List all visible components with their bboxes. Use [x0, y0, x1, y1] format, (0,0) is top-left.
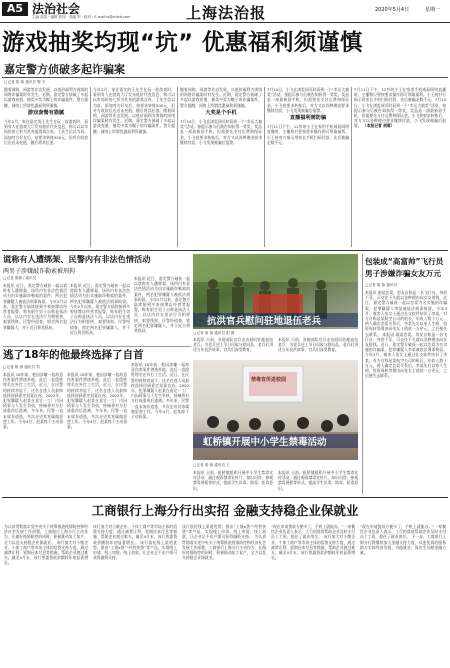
- article2-col-2: 本报讯 近日，嘉定警方破获一起以谎称有人遭绑架、场所内有非法色情活动为由实施敲诈勒索的案件，两名犯罪嫌疑人被依法刑事拘留。今年2月以来，嘉定警方陆续接到多家按摩店经营者报警，称有陌生男子自称是执法人员，以店内存在违法行为相要挟，索要钱财。民警经侦查，锁定两名犯罪嫌疑人，并于近日将其抓获。: [70, 283, 130, 335]
- article4-body: 本报讯 刚谈恋爱，男友自称是一名飞行员，身价不菲，可交往不久就以各种理由向女友借钱。近日，嘉定警方破获一起以恋爱为名实施的诈骗案，犯罪嫌疑人李某被依法刑事拘留。今年3月，被害人张女士通过社交软件结识了李某，对方自称是某航空公司的机长，年收入数十万元。两人确定恋爱关系后，李某先后以家人生病、投资周转等理由向张女士借款一万余元，之后便失去联系。 本报讯 刚谈恋爱，男友自称是一名飞行员，身价不菲，可交往不久就以各种理由向女友借钱。近日，嘉定警方破获一起以恋爱为名实施的诈骗案，犯罪嫌疑人李某被依法刑事拘留。今年3月，被害人张女士通过社交软件结识了李某，对方自称是某航空公司的机长，年收入数十万元。两人确定恋爱关系后，李某先后以家人生病、投资周转等理由向张女士借款一万余元，之后便失去联系。: [365, 290, 447, 379]
- photo-veterans-text-2: 本报讯 日前，驻地部队官兵走访慰问驻地退伍老兵，为老兵送上节日问候与慰问品，老兵们讲述当年抗洪故事，官兵们深受教育。: [278, 337, 358, 353]
- issue-date: 2020年5月4日: [375, 7, 410, 13]
- article3-byline: □记者 胡 蓉 通讯员 郑: [3, 365, 40, 369]
- lead-headline: 游戏抽奖均现“坑” 优惠福利须谨慎: [2, 30, 363, 56]
- newspaper-logo: 上海法治报: [186, 4, 267, 22]
- bottom-col-3: 该行依托线上渠道优势，推出“工银e贷”“经营快贷”等产品，实现线上申请、线上审批、线上放款，让企业足不出户即可获得融资支持。 为认真贯彻落实党中央关于统筹推进疫情防控和经济社会发展工作部署，工商银行上海分行主动作为，在做好疫情防控的同时，积极推动复工复产，全力以赴支持稳企业保就业。: [182, 524, 266, 561]
- photo-drug-education: [193, 360, 358, 460]
- photo-veterans-text-1: 本报讯 日前，驻地部队官兵走访慰问驻地退伍老兵，为老兵送上节日问候与慰问品，老兵们讲述当年抗洪故事，官兵们深受教育。: [193, 337, 273, 353]
- lead-col-4: 7月10日，小飞在浏览网页时看到一个“幸运大抽奖”活动，按提示参与后被告知获得一等奖，奖品是一部最新款手机，但需要先支付运费和保证金。小飞按要求转账后，对方又以各种理由要求继续付款，小飞发现被骗后报警。 直播福利需防骗 7月11日下午，12岁的小王在家用手机观看网络直播时，主播称只要按要求操作即可领取福利。小王按对方指示用家长手机扫码付款，先后被骗走数千元。: [267, 87, 349, 145]
- lead-subhead-3: 直播福利需防骗: [289, 115, 327, 122]
- article4-byline: □记者 胡 蓉 通讯员: [365, 283, 397, 287]
- lead-col-2: 今年2月，家住嘉定的王先生在玩一款游戏时，看到有人在游戏大厅发布低价代充信息，称可以以市场价的七折为其充值游戏点券。王先生信以为真，添加对方好友后，按要求转账500元，但对方收款后迟迟未充值，随后将其拉黑。随着网购、网游等业态发展，以低价福利为诱饵的网络诈骗案时有发生。近期，嘉定警方侦破了多起以游戏充值、抽奖中奖为幌子的诈骗案件。警方提醒，网络上所谓优惠福利须谨慎。: [93, 87, 175, 134]
- lead-col-1: 随着网购、网游等业态发展，以低价福利为诱饵的网络诈骗案时有发生。近期，嘉定警方侦破了多起以游戏充值、抽奖中奖为幌子的诈骗案件。警方提醒，网络上所谓优惠福利须谨慎。 游戏套餐有猫腻 今年2月，家住嘉定的王先生在玩一款游戏时，看到有人在游戏大厅发布低价代充信息，称可以以市场价的七折为其充值游戏点券。王先生信以为真，添加对方好友后，按要求转账500元，但对方收款后迟迟未充值，随后将其拉黑。: [4, 87, 88, 145]
- lead-subhead-2: 大奖是个手机: [205, 109, 237, 116]
- editors-line: 主编 周苗 · 编辑 张园 · 美编 刘 · 校对 · E-mail:ls@shfzb.com: [32, 15, 131, 19]
- article4-headline: 包装成“高富帅”飞行员: [365, 257, 444, 266]
- masthead-rule: [0, 22, 450, 23]
- lead-subhead-1: 游戏套餐有猫腻: [27, 109, 65, 116]
- bottom-col-2: 该行加大对小微企业、个体工商户等市场主体的信贷支持力度，通过减费让利、延期还本付息等措施，帮助企业渡过难关。截至4月末，该行普惠贷款余额较年初显著增长。 该行依托线上渠道优势，推出“工银e贷”“经营快贷”等产品，实现线上申请、线上审批、线上放款，让企业足不出户即可获得融资支持。: [93, 524, 177, 561]
- article2-col-3: 本报讯 近日，嘉定警方破获一起以谎称有人遭绑架、场所内有非法色情活动为由实施敲诈勒索的案件，两名犯罪嫌疑人被依法刑事拘留。今年2月以来，嘉定警方陆续接到多家按摩店经营者报警，称有陌生男子自称是执法人员，以店内存在违法行为相要挟，索要钱财。民警经侦查，锁定两名犯罪嫌疑人，并于近日将其抓获。: [134, 276, 190, 334]
- issue-weekday: 星期一: [425, 7, 441, 13]
- article4-subtitle: 男子涉嫌诈骗女友万元: [365, 269, 441, 278]
- article2-col-1: 本报讯 近日，嘉定警方破获一起以谎称有人遭绑架、场所内有非法色情活动为由实施敲诈勒索的案件，两名犯罪嫌疑人被依法刑事拘留。今年2月以来，嘉定警方陆续接到多家按摩店经营者报警，称有陌生男子自称是执法人员，以店内存在违法行为相要挟，索要钱财。民警经侦查，锁定两名犯罪嫌疑人，并于近日将其抓获。: [3, 283, 67, 330]
- bottom-col-4: “现在申请贷款方便多了，手机上就能办。”一家餐饮企业负责人表示，工行的贷款帮助企业及时支付员工工资，稳住了就业岗位。 该行加大对小微企业、个体工商户等市场主体的信贷支持力度，通过减费让利、延期还本付息等措施，帮助企业渡过难关。截至4月末，该行普惠贷款余额较年初显著增长。: [271, 524, 355, 561]
- lead-col-3: 随着网购、网游等业态发展，以低价福利为诱饵的网络诈骗案时有发生。近期，嘉定警方侦破了多起以游戏充值、抽奖中奖为幌子的诈骗案件。警方提醒，网络上所谓优惠福利须谨慎。 大奖是个手机 7月10日，小飞在浏览网页时看到一个“幸运大抽奖”活动，按提示参与后被告知获得一等奖，奖品是一部最新款手机，但需要先支付运费和保证金。小飞按要求转账后，对方又以各种理由要求继续付款，小飞发现被骗后报警。: [180, 87, 262, 145]
- article3-col-1: 本报讯 18年前，他因涉嫌一起故意伤害案件潜逃外地，此后一直隐姓埋名在外打工生活。近日，在民警的持续劝说下，这名在逃人员最终选择回到嘉定投案自首。2002年，犯罪嫌疑人赵某在嘉定一工厂内因琐事与人发生争执，持械将对方打成重伤后逃离。多年来，民警一直未放弃追逃，多次走访其家属做思想工作。今年4月，赵某终于主动投案。: [3, 372, 63, 430]
- masthead: [0, 0, 450, 22]
- photo-veterans-credit: □记者 胡 蓉 通讯员 阳 摄: [193, 331, 235, 335]
- photo-drug-inset-label: 禁毒宣传进校园: [251, 377, 287, 383]
- article2-byline: □记者 胡蓉 / 通讯员: [3, 276, 37, 280]
- section-name: 法治社会: [32, 2, 81, 16]
- article2-headline: 谎称有人遭绑架、民警内有非法色情活动: [3, 254, 151, 264]
- photo-drug-text-1: 本报讯 日前，虹桥镇组织开展中小学生禁毒宣传活动，通过观看禁毒宣传片、知识问答、参观禁毒展板等形式，提高学生识毒、防毒、拒毒意识。: [193, 470, 273, 491]
- photo-veterans-caption: 抗洪官兵慰问驻地退伍老兵: [193, 313, 358, 327]
- article2-subtitle: 两男子涉嫌敲诈勒索被刑拘: [3, 268, 76, 275]
- page-badge: A5: [2, 2, 28, 16]
- photo-drug-text-2: 本报讯 日前，虹桥镇组织开展中小学生禁毒宣传活动，通过观看禁毒宣传片、知识问答、参观禁毒展板等形式，提高学生识毒、防毒、拒毒意识。: [278, 470, 358, 491]
- photo-drug-credit: □记者 胡 蓉 通讯员 王: [193, 463, 230, 467]
- bottom-col-1: 为认真贯彻落实党中央关于统筹推进疫情防控和经济社会发展工作部署，工商银行上海分行主动作为，在做好疫情防控的同时，积极推动复工复产，全力以赴支持稳企业保就业。 该行加大对小微企业、个体工商户等市场主体的信贷支持力度，通过减费让利、延期还本付息等措施，帮助企业渡过难关。截至4月末，该行普惠贷款余额较年初显著增长。: [4, 524, 88, 566]
- article3-col-3: 本报讯 18年前，他因涉嫌一起故意伤害案件潜逃外地，此后一直隐姓埋名在外打工生活。近日，在民警的持续劝说下，这名在逃人员最终选择回到嘉定投案自首。2002年，犯罪嫌疑人赵某在嘉定一工厂内因琐事与人发生争执，持械将对方打成重伤后逃离。多年来，民警一直未放弃追逃，多次走访其家属做思想工作。今年4月，赵某终于主动投案。: [131, 362, 189, 420]
- bottom-col-5: “现在申请贷款方便多了，手机上就能办。”一家餐饮企业负责人表示，工行的贷款帮助企业及时支付员工工资，稳住了就业岗位。 下一步，工商银行上海分行将继续加大金融支持力度，以更优质的服务助力实体经济发展，为稳就业、保民生贡献金融力量。: [360, 524, 446, 556]
- article3-headline: 逃了18年的他最终选择了自首: [3, 349, 144, 361]
- lead-byline: □记者 胡 蓉 通讯员 警 宇: [4, 80, 46, 84]
- lead-col-5: 7月11日下午，12岁的小王在家用手机观看网络直播时，主播称只要按要求操作即可领取福利。小王按对方指示用家长手机扫码付款，先后被骗走数千元。7月10日，小飞在浏览网页时看到一个“幸运大抽奖”活动，按提示参与后被告知获得一等奖，奖品是一部最新款手机，但需要先支付运费和保证金。小飞按要求转账后，对方又以各种理由要求继续付款，小飞发现被骗后报警。 （本报记者 胡蓉）: [354, 87, 446, 129]
- photo-drug-caption: 虹桥镇开展中小学生禁毒活动: [193, 434, 358, 448]
- bottom-headline: 工商银行上海分行出实招 金融支持稳企业保就业: [91, 503, 359, 518]
- article3-col-2: 本报讯 18年前，他因涉嫌一起故意伤害案件潜逃外地，此后一直隐姓埋名在外打工生活。近日，在民警的持续劝说下，这名在逃人员最终选择回到嘉定投案自首。2002年，犯罪嫌疑人赵某在嘉定一工厂内因琐事与人发生争执，持械将对方打成重伤后逃离。多年来，民警一直未放弃追逃，多次走访其家属做思想工作。今年4月，赵某终于主动投案。: [67, 372, 127, 430]
- lead-signature: （本报记者 胡蓉）: [362, 123, 395, 129]
- photo-veterans: [193, 254, 358, 329]
- lead-subtitle: 嘉定警方侦破多起诈骗案: [4, 63, 125, 76]
